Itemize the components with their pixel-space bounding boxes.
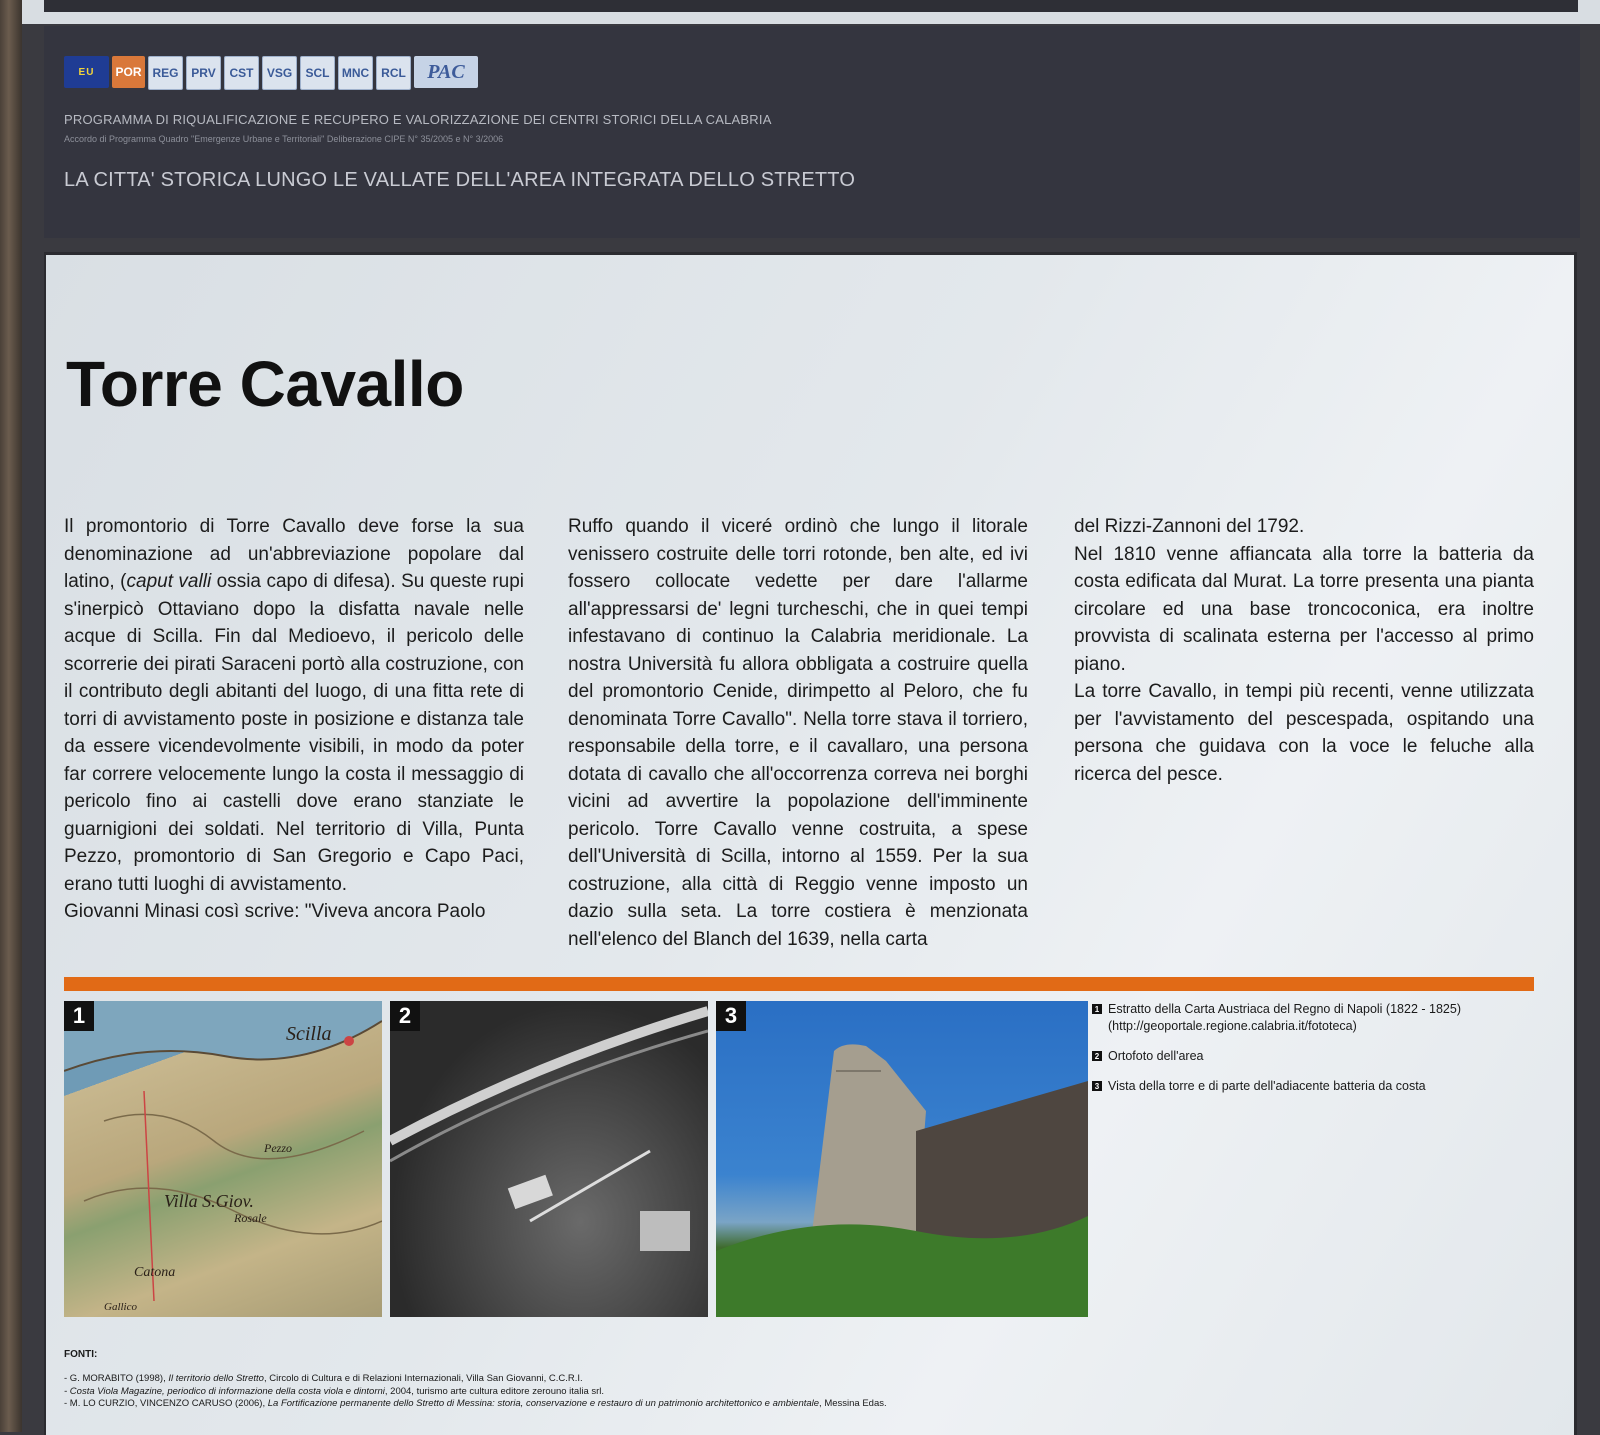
sign-header [44,26,1580,238]
historic-map-image [64,1001,382,1317]
text-span: , Messina Edas. [819,1398,887,1409]
image-number-badge: 1 [64,1001,94,1031]
map-label: Catona [134,1265,176,1280]
paragraph [64,513,524,898]
text-column-1 [64,513,524,926]
region-crest-icon: REG [148,56,183,90]
paragraph: Nel 1810 venne affiancata alla torre la batteria da costa edificata dal Murat. La torre presenta una pianta circolare ed una base troncoconica, era inoltre provvista di scalinata esterna per l'accesso al primo piano. [1074,543,1534,675]
sources-list [64,1373,887,1411]
caption-number: 1 [1092,1004,1102,1014]
por-logo-icon: POR [112,56,145,88]
pac-logo-icon: PAC [414,56,478,88]
source-title: Il territorio dello Stretto [168,1373,264,1384]
sources-heading: FONTI: [64,1349,98,1360]
town-crest-icon: CST [224,56,259,90]
sponsor-logos [64,56,478,90]
source-item [64,1398,887,1411]
map-label: Gallico [104,1301,137,1313]
divider-bar [64,977,1534,991]
map-label: Villa S.Giov. [164,1191,254,1211]
caption-text [1108,1001,1461,1035]
map-drawing [64,1001,382,1317]
tower-photo-image [716,1001,1088,1317]
town-crest-icon: RCL [376,56,411,90]
paragraph: del Rizzi-Zannoni del 1792. [1074,516,1305,537]
town-crest-icon: MNC [338,56,373,90]
province-crest-icon: PRV [186,56,221,90]
city-heading: LA CITTA' STORICA LUNGO LE VALLATE DELL'AREA INTEGRATA DELLO STRETTO [64,169,856,191]
text-column-2 [568,513,1028,953]
top-strip [22,0,1600,24]
source-item [64,1373,887,1386]
orthophoto-drawing [390,1001,708,1317]
caption-text: Ortofoto dell'area [1108,1049,1204,1063]
image-number-badge: 2 [390,1001,420,1031]
text-span: , 2004, turismo arte cultura editore zerouno italia srl. [384,1385,605,1397]
town-crest-icon: SCL [300,56,335,90]
eu-flag-icon: EU [64,56,109,88]
top-strip-dark [44,0,1578,12]
source-item [64,1386,887,1399]
programme-title: PROGRAMMA DI RIQUALIFICAZIONE E RECUPERO E VALORIZZAZIONE DEI CENTRI STORICI DELLA CALABRIA [64,112,772,127]
caption-item [1092,1078,1552,1095]
sign-frame [0,0,22,1432]
caption-line: Estratto della Carta Austriaca del Regno di Napoli (1822 - 1825) [1108,1002,1461,1016]
orthophoto-image [390,1001,708,1317]
latin-term: caput valli [126,571,212,592]
info-panel [44,252,1577,1435]
paragraph: Ruffo quando il viceré ordinò che lungo il litorale venissero costruite delle torri rotonde, ben alte, ed ivi fossero collocate vedette per dare l'allarme all'appressarsi de' legni turcheschi, che in quei tempi infestavano di continuo la Calabria meridionale. La nostra Università fu allora obbligata a costruire quella del promontorio Cenide, dirimpetto al Peloro, che fu denominata Torre Cavallo". Nella torre stava il torriero, responsabile della torre, e il cavallaro, una persona dotata di cavallo che all'occorrenza correva nei borghi vicini ad avvertire la popolazione dell'imminente pericolo. Torre Cavallo venne costruita, a spese dell'Università di Scilla, intorno al 1559. Per la sua costruzione, alla città di Reggio venne imposto un dazio sulla seta. La torre costiera è menzionata nell'elenco del Blanch del 1639, nella carta [568,516,1028,950]
caption-number: 2 [1092,1051,1102,1061]
tower-drawing [716,1001,1088,1317]
caption-item [1092,1048,1552,1065]
text-span: ossia capo di difesa). Su queste rupi s'inerpicò Ottaviano dopo la disfatta navale nelle acque di Scilla. Fin dal Medioevo, il pericolo delle scorrerie dei pirati Saraceni portò alla costruzione, con il contributo degli abitanti del luogo, di una fitta rete di torri di avvistamento poste in posizione e distanza tale da essere vicendevolmente visibili, in modo da poter far correre velocemente lungo la costa il messaggio di pericolo fino ai castelli dove erano stanziate le guarnigioni dei soldati. Nel territorio di Villa, Punta Pezzo, promontorio di San Gregorio e Capo Paci, erano tutti luoghi di avvistamento. [64,571,524,895]
text-span: - G. MORABITO (1998), [64,1373,169,1384]
town-crest-icon: VSG [262,56,297,90]
source-title: - Costa Viola Magazine, periodico di informazione della costa viola e dintorni [64,1385,385,1397]
paragraph: La torre Cavallo, in tempi più recenti, venne utilizzata per l'avvistamento del pescespada, ospitando una persona che guidava con la voce le feluche alla ricerca del pesce. [1074,681,1534,785]
image-number-badge: 3 [716,1001,746,1031]
text-span: Il promontorio di Torre Cavallo deve forse la sua denominazione ad un'abbreviazione popolare dal latino, ( [64,516,524,592]
text-span: - M. LO CURZIO, VINCENZO CARUSO (2006), [64,1398,268,1409]
page-title: Torre Cavallo [66,348,464,420]
text-column-3 [1074,513,1534,788]
agreement-line: Accordo di Programma Quadro "Emergenze Urbane e Territoriali" Deliberazione CIPE N° 35/2005 e N° 3/2006 [64,134,504,144]
image-captions [1092,1001,1552,1108]
caption-number: 3 [1092,1081,1102,1091]
caption-line: (http://geoportale.regione.calabria.it/fototeca) [1108,1019,1357,1033]
map-label: Scilla [286,1023,332,1045]
text-span: , Circolo di Cultura e di Relazioni Internazionali, Villa San Giovanni, C.C.R.I. [263,1373,583,1384]
caption-text: Vista della torre e di parte dell'adiacente batteria da costa [1108,1079,1426,1093]
map-label: Rosale [234,1211,267,1225]
source-title: La Fortificazione permanente dello Stretto di Messina: storia, conservazione e restauro di un patrimonio architettonico e ambientale [267,1398,820,1409]
paragraph: Giovanni Minasi così scrive: "Viveva ancora Paolo [64,901,486,922]
caption-item [1092,1001,1552,1035]
map-label: Pezzo [264,1141,292,1155]
